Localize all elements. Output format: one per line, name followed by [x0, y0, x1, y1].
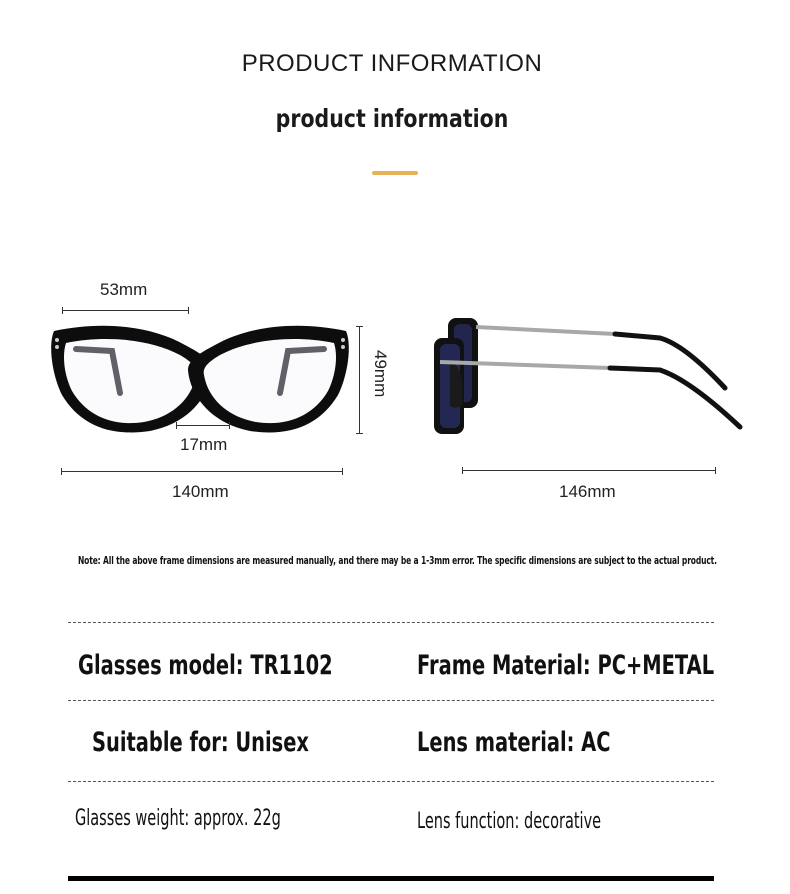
divider	[68, 700, 714, 701]
measurement-note: Note: All the above frame dimensions are measured manually, and there may be a 1-3mm error. The specific dimensions are subject to the actual product.	[78, 555, 717, 567]
front-view-diagram	[40, 270, 400, 510]
spec-lens-material: Lens material: AC	[417, 727, 611, 758]
divider	[68, 781, 714, 782]
divider	[68, 622, 714, 623]
bridge-width-label: 17mm	[180, 435, 228, 454]
temple-length-label: 146mm	[559, 482, 616, 501]
spec-suitable-for: Suitable for: Unisex	[92, 727, 309, 758]
spec-lens-function: Lens function: decorative	[417, 809, 602, 834]
page-subtitle: product information	[275, 104, 509, 133]
side-glasses-icon	[420, 300, 760, 440]
spec-frame-material: Frame Material: PC+METAL	[417, 650, 715, 681]
frame-width-line	[61, 471, 343, 472]
bridge-width-line	[176, 425, 230, 426]
lens-height-line	[359, 326, 360, 434]
accent-divider	[372, 171, 418, 175]
bottom-rule	[68, 876, 714, 881]
page-title: PRODUCT INFORMATION	[241, 50, 543, 77]
spec-glasses-weight: Glasses weight: approx. 22g	[75, 806, 281, 831]
front-glasses-icon	[40, 315, 360, 440]
lens-width-line	[62, 310, 189, 311]
spec-glasses-model: Glasses model: TR1102	[78, 650, 333, 681]
lens-height-label: 49mm	[371, 350, 390, 398]
lens-width-label: 53mm	[100, 280, 148, 299]
side-view-diagram	[420, 300, 760, 510]
temple-length-line	[462, 470, 716, 471]
frame-width-label: 140mm	[172, 482, 229, 501]
